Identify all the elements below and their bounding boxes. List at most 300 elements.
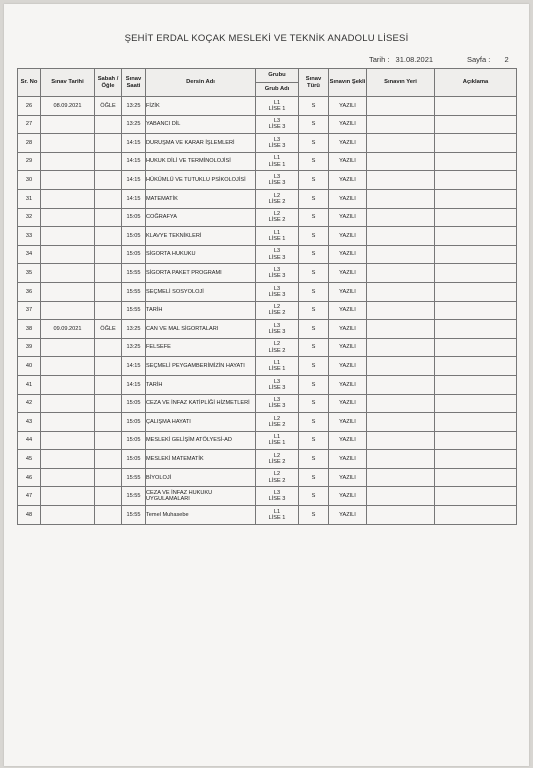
group-cell bbox=[256, 301, 299, 320]
exam-location-cell bbox=[367, 375, 435, 394]
exam-type-cell: S bbox=[299, 264, 329, 283]
exam-type-cell: S bbox=[299, 189, 329, 208]
exam-date-cell bbox=[41, 152, 95, 171]
exam-type-cell: S bbox=[299, 171, 329, 190]
morning-noon-cell: ÖĞLE bbox=[95, 97, 122, 116]
exam-format-cell: YAZILI bbox=[329, 152, 367, 171]
exam-location-cell bbox=[367, 227, 435, 246]
header-course-name: Dersin Adı bbox=[146, 69, 256, 97]
morning-noon-cell bbox=[95, 152, 122, 171]
table-row bbox=[18, 338, 517, 357]
exam-format-cell: YAZILI bbox=[329, 189, 367, 208]
exam-format-cell: YAZILI bbox=[329, 450, 367, 469]
table-row bbox=[18, 375, 517, 394]
exam-date-cell: 08.09.2021 bbox=[41, 97, 95, 116]
exam-date-cell bbox=[41, 431, 95, 450]
table-row bbox=[18, 431, 517, 450]
exam-date-cell bbox=[41, 468, 95, 487]
morning-noon-cell bbox=[95, 227, 122, 246]
exam-time-cell: 15:55 bbox=[122, 468, 146, 487]
morning-noon-cell bbox=[95, 431, 122, 450]
exam-location-cell bbox=[367, 357, 435, 376]
row-number: 31 bbox=[18, 189, 41, 208]
morning-noon-cell bbox=[95, 394, 122, 413]
table-body bbox=[18, 97, 517, 525]
exam-location-cell bbox=[367, 338, 435, 357]
group-cell bbox=[256, 450, 299, 469]
notes-cell bbox=[435, 171, 517, 190]
exam-format-cell: YAZILI bbox=[329, 245, 367, 264]
exam-type-cell: S bbox=[299, 450, 329, 469]
group-cell bbox=[256, 431, 299, 450]
exam-location-cell bbox=[367, 245, 435, 264]
exam-time-cell: 15:05 bbox=[122, 450, 146, 469]
exam-type-cell: S bbox=[299, 468, 329, 487]
group-code: L1 bbox=[273, 155, 281, 162]
exam-schedule-table bbox=[17, 68, 517, 525]
row-number: 26 bbox=[18, 97, 41, 116]
table-row bbox=[18, 227, 517, 246]
notes-cell bbox=[435, 189, 517, 208]
group-code: L3 bbox=[273, 322, 281, 329]
date-value: 31.08.2021 bbox=[395, 55, 434, 64]
exam-time-cell: 14:15 bbox=[122, 375, 146, 394]
exam-format-cell: YAZILI bbox=[329, 357, 367, 376]
row-number: 46 bbox=[18, 468, 41, 487]
course-name-cell: DURUŞMA VE KARAR İŞLEMLERİ bbox=[146, 134, 256, 153]
morning-noon-cell bbox=[95, 301, 122, 320]
exam-date-cell bbox=[41, 487, 95, 506]
group-cell bbox=[256, 264, 299, 283]
exam-time-cell: 14:15 bbox=[122, 189, 146, 208]
exam-type-cell: S bbox=[299, 227, 329, 246]
row-number: 45 bbox=[18, 450, 41, 469]
exam-type-cell: S bbox=[299, 375, 329, 394]
exam-format-cell: YAZILI bbox=[329, 282, 367, 301]
exam-location-cell bbox=[367, 264, 435, 283]
exam-time-cell: 15:55 bbox=[122, 301, 146, 320]
group-code: L3 bbox=[273, 397, 281, 404]
exam-type-cell: S bbox=[299, 394, 329, 413]
exam-time-cell: 15:55 bbox=[122, 506, 146, 525]
exam-location-cell bbox=[367, 301, 435, 320]
exam-type-cell: S bbox=[299, 487, 329, 506]
table-row bbox=[18, 506, 517, 525]
morning-noon-cell bbox=[95, 245, 122, 264]
exam-date-cell bbox=[41, 506, 95, 525]
notes-cell bbox=[435, 245, 517, 264]
group-cell bbox=[256, 357, 299, 376]
notes-cell bbox=[435, 506, 517, 525]
table-row bbox=[18, 301, 517, 320]
exam-location-cell bbox=[367, 115, 435, 134]
exam-type-cell: S bbox=[299, 357, 329, 376]
morning-noon-cell bbox=[95, 115, 122, 134]
group-cell bbox=[256, 208, 299, 227]
row-number: 47 bbox=[18, 487, 41, 506]
exam-format-cell: YAZILI bbox=[329, 338, 367, 357]
morning-noon-cell bbox=[95, 450, 122, 469]
course-name-cell: FELSEFE bbox=[146, 338, 256, 357]
exam-type-cell: S bbox=[299, 134, 329, 153]
group-name: LİSE 1 bbox=[268, 105, 286, 112]
morning-noon-cell bbox=[95, 338, 122, 357]
table-row bbox=[18, 487, 517, 506]
course-name-cell: MATEMATİK bbox=[146, 189, 256, 208]
exam-date-cell bbox=[41, 245, 95, 264]
exam-time-cell: 15:55 bbox=[122, 264, 146, 283]
header-exam-location: Sınavın Yeri bbox=[367, 69, 435, 97]
group-code: L2 bbox=[273, 341, 281, 348]
group-cell bbox=[256, 245, 299, 264]
exam-time-cell: 14:15 bbox=[122, 171, 146, 190]
course-name-cell: CAN VE MAL SİGORTALARI bbox=[146, 320, 256, 339]
morning-noon-cell bbox=[95, 375, 122, 394]
group-cell bbox=[256, 227, 299, 246]
exam-format-cell: YAZILI bbox=[329, 413, 367, 432]
notes-cell bbox=[435, 301, 517, 320]
exam-type-cell: S bbox=[299, 115, 329, 134]
notes-cell bbox=[435, 320, 517, 339]
exam-format-cell: YAZILI bbox=[329, 134, 367, 153]
exam-type-cell: S bbox=[299, 245, 329, 264]
row-number: 27 bbox=[18, 115, 41, 134]
row-number: 36 bbox=[18, 282, 41, 301]
group-code: L3 bbox=[273, 248, 281, 255]
header-group-name: Grub Adı bbox=[256, 83, 299, 97]
group-cell bbox=[256, 468, 299, 487]
group-code: L3 bbox=[273, 173, 281, 180]
course-name-cell: TARİH bbox=[146, 301, 256, 320]
table-row bbox=[18, 171, 517, 190]
page-number-value: 2 bbox=[504, 55, 509, 64]
group-cell bbox=[256, 506, 299, 525]
exam-location-cell bbox=[367, 320, 435, 339]
exam-location-cell bbox=[367, 450, 435, 469]
exam-location-cell bbox=[367, 431, 435, 450]
row-number: 39 bbox=[18, 338, 41, 357]
exam-format-cell: YAZILI bbox=[329, 375, 367, 394]
exam-date-cell bbox=[41, 450, 95, 469]
morning-noon-cell bbox=[95, 208, 122, 227]
course-name-cell: YABANCI DİL bbox=[146, 115, 256, 134]
group-cell bbox=[256, 394, 299, 413]
page-number-field bbox=[467, 55, 509, 64]
morning-noon-cell bbox=[95, 413, 122, 432]
row-number: 41 bbox=[18, 375, 41, 394]
header-morning-noon: Sabah / Öğle bbox=[95, 69, 122, 97]
date-field bbox=[369, 55, 433, 64]
table-row bbox=[18, 189, 517, 208]
exam-time-cell: 14:15 bbox=[122, 152, 146, 171]
group-code: L2 bbox=[273, 452, 281, 459]
course-name-cell: Temel Muhasebe bbox=[146, 506, 256, 525]
exam-date-cell bbox=[41, 189, 95, 208]
group-cell bbox=[256, 487, 299, 506]
exam-format-cell: YAZILI bbox=[329, 227, 367, 246]
notes-cell bbox=[435, 97, 517, 116]
exam-format-cell: YAZILI bbox=[329, 431, 367, 450]
group-code: L1 bbox=[273, 508, 281, 515]
group-code: L1 bbox=[273, 229, 281, 236]
group-code: L3 bbox=[273, 136, 281, 143]
exam-location-cell bbox=[367, 468, 435, 487]
group-code: L2 bbox=[273, 471, 281, 478]
group-cell bbox=[256, 97, 299, 116]
group-code: L2 bbox=[273, 415, 281, 422]
page-label: Sayfa : bbox=[467, 55, 491, 64]
group-name: LİSE 2 bbox=[268, 459, 286, 466]
table-row bbox=[18, 97, 517, 116]
exam-date-cell bbox=[41, 282, 95, 301]
group-code: L1 bbox=[273, 99, 281, 106]
course-name-cell: TARİH bbox=[146, 375, 256, 394]
header-notes: Açıklama bbox=[435, 69, 517, 97]
notes-cell bbox=[435, 450, 517, 469]
group-cell bbox=[256, 282, 299, 301]
group-name: LİSE 3 bbox=[268, 142, 286, 149]
document-title: ŞEHİT ERDAL KOÇAK MESLEKİ VE TEKNİK ANADOLU LİSESİ bbox=[124, 33, 409, 44]
exam-date-cell bbox=[41, 301, 95, 320]
exam-location-cell bbox=[367, 282, 435, 301]
row-number: 43 bbox=[18, 413, 41, 432]
table-row bbox=[18, 115, 517, 134]
group-cell bbox=[256, 413, 299, 432]
group-name: LİSE 2 bbox=[268, 421, 286, 428]
exam-time-cell: 15:05 bbox=[122, 413, 146, 432]
notes-cell bbox=[435, 487, 517, 506]
exam-type-cell: S bbox=[299, 97, 329, 116]
exam-format-cell: YAZILI bbox=[329, 301, 367, 320]
group-cell bbox=[256, 189, 299, 208]
morning-noon-cell bbox=[95, 506, 122, 525]
row-number: 40 bbox=[18, 357, 41, 376]
group-name: LİSE 3 bbox=[268, 254, 286, 261]
table-row bbox=[18, 468, 517, 487]
group-code: L2 bbox=[273, 304, 281, 311]
table-row bbox=[18, 320, 517, 339]
exam-time-cell: 15:05 bbox=[122, 227, 146, 246]
morning-noon-cell bbox=[95, 357, 122, 376]
exam-date-cell bbox=[41, 134, 95, 153]
group-cell bbox=[256, 171, 299, 190]
header-exam-format: Sınavın Şekli bbox=[329, 69, 367, 97]
exam-type-cell: S bbox=[299, 320, 329, 339]
exam-type-cell: S bbox=[299, 413, 329, 432]
group-name: LİSE 1 bbox=[268, 366, 286, 373]
exam-location-cell bbox=[367, 394, 435, 413]
course-name-cell: HÜKÜMLÜ VE TUTUKLU PSİKOLOJİSİ bbox=[146, 171, 256, 190]
table-row bbox=[18, 394, 517, 413]
table-row bbox=[18, 413, 517, 432]
table-row bbox=[18, 208, 517, 227]
row-number: 37 bbox=[18, 301, 41, 320]
exam-location-cell bbox=[367, 134, 435, 153]
group-name: LİSE 2 bbox=[268, 198, 286, 205]
row-number: 33 bbox=[18, 227, 41, 246]
exam-format-cell: YAZILI bbox=[329, 394, 367, 413]
exam-type-cell: S bbox=[299, 282, 329, 301]
exam-date-cell bbox=[41, 413, 95, 432]
row-number: 48 bbox=[18, 506, 41, 525]
group-code: L1 bbox=[273, 434, 281, 441]
exam-format-cell: YAZILI bbox=[329, 320, 367, 339]
exam-date-cell bbox=[41, 208, 95, 227]
morning-noon-cell bbox=[95, 171, 122, 190]
exam-location-cell bbox=[367, 506, 435, 525]
group-name: LİSE 1 bbox=[268, 161, 286, 168]
group-name: LİSE 1 bbox=[268, 235, 286, 242]
course-name-cell: FİZİK bbox=[146, 97, 256, 116]
exam-format-cell: YAZILI bbox=[329, 97, 367, 116]
exam-format-cell: YAZILI bbox=[329, 487, 367, 506]
exam-time-cell: 15:05 bbox=[122, 431, 146, 450]
row-number: 32 bbox=[18, 208, 41, 227]
exam-format-cell: YAZILI bbox=[329, 115, 367, 134]
exam-format-cell: YAZILI bbox=[329, 264, 367, 283]
morning-noon-cell bbox=[95, 264, 122, 283]
row-number: 35 bbox=[18, 264, 41, 283]
exam-time-cell: 15:05 bbox=[122, 394, 146, 413]
notes-cell bbox=[435, 431, 517, 450]
group-name: LİSE 3 bbox=[268, 291, 286, 298]
table-row bbox=[18, 282, 517, 301]
exam-time-cell: 13:25 bbox=[122, 97, 146, 116]
group-name: LİSE 2 bbox=[268, 217, 286, 224]
course-name-cell: ÇALIŞMA HAYATI bbox=[146, 413, 256, 432]
exam-date-cell: 09.09.2021 bbox=[41, 320, 95, 339]
exam-format-cell: YAZILI bbox=[329, 468, 367, 487]
exam-time-cell: 13:25 bbox=[122, 115, 146, 134]
group-code: L3 bbox=[273, 490, 281, 497]
notes-cell bbox=[435, 338, 517, 357]
group-name: LİSE 3 bbox=[268, 180, 286, 187]
exam-format-cell: YAZILI bbox=[329, 208, 367, 227]
exam-time-cell: 14:15 bbox=[122, 134, 146, 153]
group-name: LİSE 2 bbox=[268, 477, 286, 484]
group-cell bbox=[256, 338, 299, 357]
table-row bbox=[18, 450, 517, 469]
group-cell bbox=[256, 320, 299, 339]
exam-time-cell: 14:15 bbox=[122, 357, 146, 376]
exam-time-cell: 13:25 bbox=[122, 320, 146, 339]
group-code: L2 bbox=[273, 192, 281, 199]
notes-cell bbox=[435, 264, 517, 283]
header-exam-time: Sınav Saati bbox=[122, 69, 146, 97]
morning-noon-cell bbox=[95, 189, 122, 208]
notes-cell bbox=[435, 375, 517, 394]
notes-cell bbox=[435, 468, 517, 487]
exam-time-cell: 15:05 bbox=[122, 245, 146, 264]
exam-format-cell: YAZILI bbox=[329, 171, 367, 190]
exam-time-cell: 13:25 bbox=[122, 338, 146, 357]
exam-date-cell bbox=[41, 338, 95, 357]
date-label: Tarih : bbox=[369, 55, 390, 64]
exam-type-cell: S bbox=[299, 152, 329, 171]
exam-location-cell bbox=[367, 487, 435, 506]
course-name-cell: MESLEKİ MATEMATİK bbox=[146, 450, 256, 469]
row-number: 44 bbox=[18, 431, 41, 450]
group-cell bbox=[256, 152, 299, 171]
group-name: LİSE 3 bbox=[268, 384, 286, 391]
table-row bbox=[18, 264, 517, 283]
notes-cell bbox=[435, 208, 517, 227]
exam-date-cell bbox=[41, 357, 95, 376]
course-name-cell: HUKUK DİLİ VE TERMİNOLOJİSİ bbox=[146, 152, 256, 171]
header-no: Sr. No bbox=[18, 69, 41, 97]
exam-date-cell bbox=[41, 264, 95, 283]
exam-type-cell: S bbox=[299, 506, 329, 525]
exam-time-cell: 15:05 bbox=[122, 208, 146, 227]
course-name-cell: CEZA VE İNFAZ KATİPLİĞİ HİZMETLERİ bbox=[146, 394, 256, 413]
exam-date-cell bbox=[41, 227, 95, 246]
group-name: LİSE 3 bbox=[268, 124, 286, 131]
course-name-cell: BİYOLOJİ bbox=[146, 468, 256, 487]
morning-noon-cell bbox=[95, 487, 122, 506]
table-row bbox=[18, 357, 517, 376]
group-name: LİSE 2 bbox=[268, 310, 286, 317]
course-name-cell: CEZA VE İNFAZ HUKUKU UYGULAMALARI bbox=[146, 487, 256, 506]
header-exam-date: Sınav Tarihi bbox=[41, 69, 95, 97]
exam-location-cell bbox=[367, 189, 435, 208]
course-name-cell: MESLEKİ GELİŞİM ATÖLYESİ-AD bbox=[146, 431, 256, 450]
morning-noon-cell bbox=[95, 282, 122, 301]
group-name: LİSE 3 bbox=[268, 273, 286, 280]
exam-date-cell bbox=[41, 171, 95, 190]
exam-type-cell: S bbox=[299, 338, 329, 357]
notes-cell bbox=[435, 394, 517, 413]
notes-cell bbox=[435, 115, 517, 134]
course-name-cell: KLAVYE TEKNİKLERİ bbox=[146, 227, 256, 246]
row-number: 38 bbox=[18, 320, 41, 339]
exam-location-cell bbox=[367, 152, 435, 171]
group-name: LİSE 3 bbox=[268, 403, 286, 410]
group-name: LİSE 3 bbox=[268, 328, 286, 335]
group-name: LİSE 2 bbox=[268, 347, 286, 354]
course-name-cell: COĞRAFYA bbox=[146, 208, 256, 227]
notes-cell bbox=[435, 357, 517, 376]
exam-type-cell: S bbox=[299, 431, 329, 450]
exam-format-cell: YAZILI bbox=[329, 506, 367, 525]
header-group: Grubu bbox=[256, 69, 299, 83]
exam-location-cell bbox=[367, 208, 435, 227]
exam-date-cell bbox=[41, 394, 95, 413]
exam-location-cell bbox=[367, 171, 435, 190]
group-cell bbox=[256, 134, 299, 153]
notes-cell bbox=[435, 413, 517, 432]
course-name-cell: SİGORTA HUKUKU bbox=[146, 245, 256, 264]
morning-noon-cell bbox=[95, 134, 122, 153]
morning-noon-cell: ÖĞLE bbox=[95, 320, 122, 339]
group-code: L1 bbox=[273, 359, 281, 366]
group-name: LİSE 1 bbox=[268, 514, 286, 521]
group-name: LİSE 3 bbox=[268, 496, 286, 503]
group-code: L3 bbox=[273, 266, 281, 273]
course-name-cell: SEÇMELİ PEYGAMBERİMİZİN HAYATI bbox=[146, 357, 256, 376]
group-code: L3 bbox=[273, 378, 281, 385]
notes-cell bbox=[435, 134, 517, 153]
notes-cell bbox=[435, 152, 517, 171]
table-row bbox=[18, 152, 517, 171]
group-code: L2 bbox=[273, 211, 281, 218]
morning-noon-cell bbox=[95, 468, 122, 487]
row-number: 28 bbox=[18, 134, 41, 153]
exam-date-cell bbox=[41, 375, 95, 394]
notes-cell bbox=[435, 282, 517, 301]
course-name-cell: SİGORTA PAKET PROGRAMI bbox=[146, 264, 256, 283]
exam-time-cell: 15:55 bbox=[122, 282, 146, 301]
row-number: 30 bbox=[18, 171, 41, 190]
